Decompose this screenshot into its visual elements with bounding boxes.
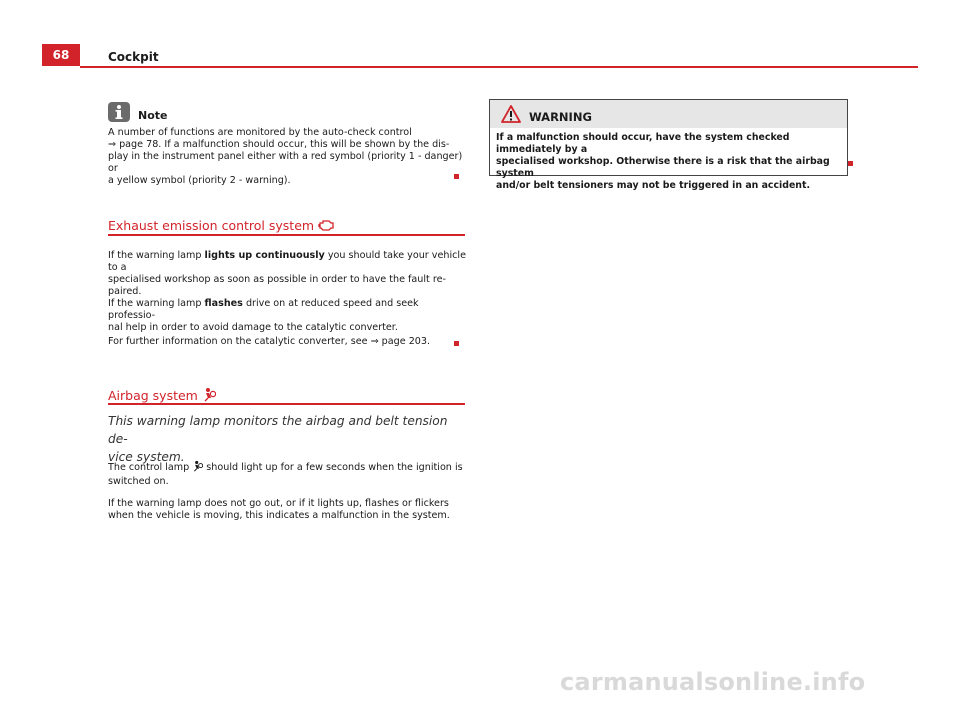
- section-end-marker: [454, 174, 459, 179]
- warning-header: [490, 100, 847, 128]
- airbag-title-text: Airbag system: [108, 388, 198, 403]
- note-line: A number of functions are monitored by the auto-check control: [108, 127, 412, 138]
- section-end-marker: [454, 341, 459, 346]
- exhaust-paragraph-3[interactable]: For further information on the catalytic converter, see ⇒ page 203.: [108, 336, 431, 347]
- emphasis: flashes: [204, 298, 243, 309]
- page-title: Cockpit: [108, 50, 159, 64]
- section-title-exhaust: [108, 218, 336, 235]
- info-note-icon: [107, 101, 131, 123]
- airbag-lead: This warning lamp monitors the airbag and belt tension de- vice system.: [108, 414, 448, 464]
- exhaust-title-text: Exhaust emission control system: [108, 218, 315, 233]
- note-text: [108, 127, 468, 187]
- section-end-marker: [848, 161, 853, 166]
- exhaust-paragraph-2: If the warning lamp flashes drive on at reduced speed and seek professio- nal help in order to avoid damage to the catalytic converter.: [108, 298, 419, 333]
- airbag-paragraph-2: If the warning lamp does not go out, or if it lights up, flashes or flickers when the vehicle is moving, this indicates a malfunction in the system.: [108, 498, 450, 521]
- page-number: 68: [42, 44, 80, 66]
- note-line: play in the instrument panel either with a red symbol (priority 1 - danger) or: [108, 150, 463, 174]
- header-rule: [80, 66, 918, 68]
- warning-triangle-icon: [501, 105, 521, 123]
- emphasis: lights up continuously: [204, 250, 325, 261]
- airbag-lamp-icon: [192, 460, 203, 476]
- note-title: Note: [138, 109, 168, 122]
- note-line[interactable]: ⇒ page 78. If a malfunction should occur, this will be shown by the dis-: [108, 138, 450, 150]
- airbag-paragraph-1: The control lamp should light up for a few seconds when the ignition is switched on.: [108, 462, 463, 487]
- warning-title: WARNING: [529, 110, 592, 124]
- engine-warning-icon: [318, 218, 336, 235]
- watermark: carmanualsonline.info: [560, 668, 866, 696]
- warning-box: [489, 99, 848, 191]
- warning-text: If a malfunction should occur, have the system checked immediately by a specialised workshop. Otherwise there is a risk that the airbag system and/or belt tensioners may not be triggered in an accident.: [496, 132, 830, 191]
- note-line: a yellow symbol (priority 2 - warning).: [108, 174, 291, 186]
- section-rule: [108, 234, 465, 236]
- exhaust-paragraph-1: If the warning lamp lights up continuously you should take your vehicle to a specialised workshop as soon as possible in order to have the fault re- paired.: [108, 250, 466, 297]
- section-rule: [108, 403, 465, 405]
